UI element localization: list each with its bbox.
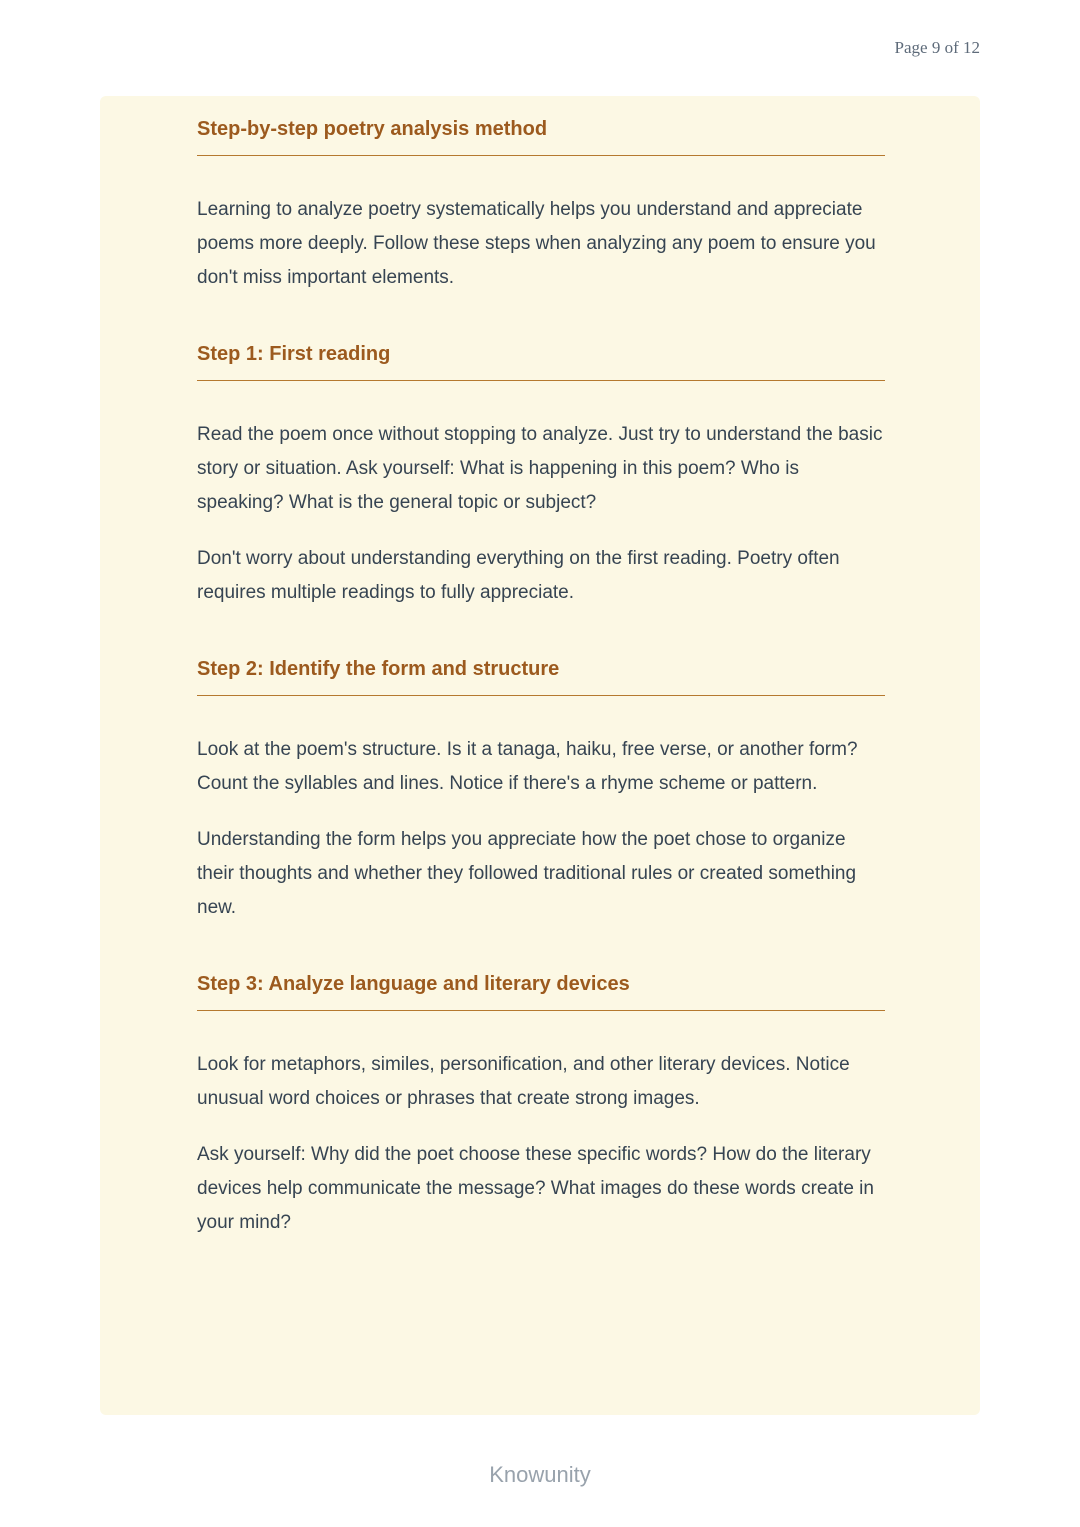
paragraph: Don't worry about understanding everything on the first reading. Poetry often requires multiple readings to fully appreciate. xyxy=(197,548,840,603)
section-heading-step-3: Step 3: Analyze language and literary devices xyxy=(197,973,630,995)
note-card xyxy=(100,96,980,1415)
section-rule-step-2 xyxy=(197,695,885,696)
footer xyxy=(0,1462,1080,1488)
note-title: Step-by-step poetry analysis method xyxy=(197,118,548,140)
paragraph: Look for metaphors, similes, personification, and other literary devices. Notice unusual word choices or phrases that create strong images. xyxy=(197,1054,850,1109)
intro-paragraph: Learning to analyze poetry systematically helps you understand and appreciate poems more deeply. Follow these steps when analyzing any poem to ensure you don't miss important elements. xyxy=(197,199,876,288)
page-indicator: Page 9 of 12 xyxy=(894,38,980,57)
footer-brand: Knowunity xyxy=(489,1462,591,1487)
paragraph: Understanding the form helps you appreciate how the poet chose to organize their thoughts and whether they followed traditional rules or created something new. xyxy=(197,829,857,918)
paragraph: Read the poem once without stopping to analyze. Just try to understand the basic story or situation. Ask yourself: What is happening in this poem? Who is speaking? What is the general topic or subject? xyxy=(197,424,883,513)
section-rule-step-3 xyxy=(197,1010,885,1011)
section-heading-step-2: Step 2: Identify the form and structure xyxy=(197,658,560,680)
paragraph: Ask yourself: Why did the poet choose these specific words? How do the literary devices help communicate the message? What images do these words create in your mind? xyxy=(197,1144,874,1233)
section-rule-step-1 xyxy=(197,380,885,381)
title-rule xyxy=(197,155,885,156)
paragraph: Look at the poem's structure. Is it a tanaga, haiku, free verse, or another form? Count the syllables and lines. Notice if there's a rhyme scheme or pattern. xyxy=(197,739,858,794)
section-heading-step-1: Step 1: First reading xyxy=(197,343,391,365)
